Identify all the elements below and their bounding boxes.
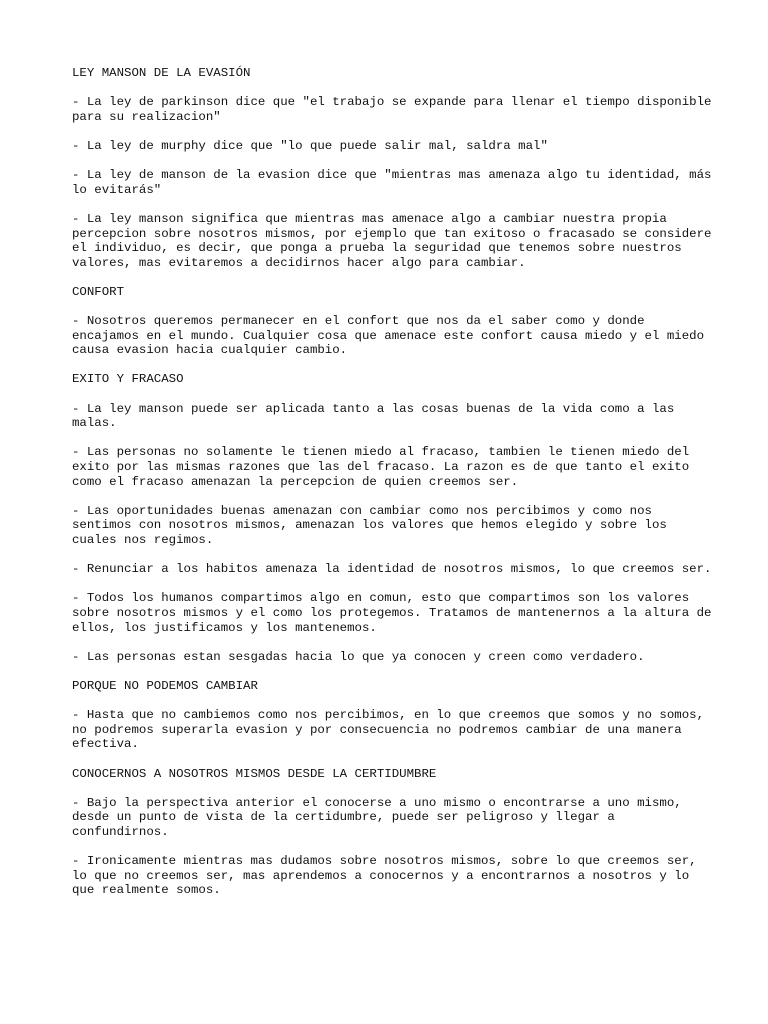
section-heading-cambiar: PORQUE NO PODEMOS CAMBIAR xyxy=(72,678,258,693)
paragraph-certidumbre-2: - Ironicamente mientras mas dudamos sobre nosotros mismos, sobre lo que creemos ser, lo que no creemos ser, mas aprendemos a conocernos y a encontrarnos a nosotros y lo que realmente somos. xyxy=(72,854,705,898)
paragraph-confort: - Nosotros queremos permanecer en el confort que nos da el saber como y donde encajamos en el mundo. Cualquier cosa que amenace este confort causa miedo y el miedo causa evasion hacia cualquier cambio. xyxy=(72,314,712,358)
paragraph-exito-2: - Las personas no solamente le tienen miedo al fracaso, tambien le tienen miedo del exito por las mismas razones que las del fracaso. La razon es de que tanto el exito como el fracaso amenazan la percepcion de quien creemos ser. xyxy=(72,445,697,489)
paragraph-murphy: - La ley de murphy dice que "lo que puede salir mal, saldra mal" xyxy=(72,138,548,153)
paragraph-exito-5: - Todos los humanos compartimos algo en comun, esto que compartimos son los valores sobre nosotros mismos y el como los protegemos. Tratamos de mantenernos a la altura de ellos, los justificamos y los mantenemos. xyxy=(72,591,719,635)
paragraph-exito-4: - Renunciar a los habitos amenaza la identidad de nosotros mismos, lo que creemos ser. xyxy=(72,562,712,577)
paragraph-exito-1: - La ley manson puede ser aplicada tanto a las cosas buenas de la vida como a las malas. xyxy=(72,401,682,431)
paragraph-exito-6: - Las personas estan sesgadas hacia lo que ya conocen y creen como verdadero. xyxy=(72,649,645,664)
document-page xyxy=(72,66,719,912)
paragraph-certidumbre-1: - Bajo la perspectiva anterior el conocerse a uno mismo o encontrarse a uno mismo, desde un punto de vista de la certidumbre, puede ser peligroso y llegar a confundirnos. xyxy=(72,795,690,839)
section-heading-confort: CONFORT xyxy=(72,284,125,299)
paragraph-parkinson: - La ley de parkinson dice que "el trabajo se expande para llenar el tiempo disponible para su realizacion" xyxy=(72,95,719,124)
paragraph-manson-meaning: - La ley manson significa que mientras mas amenace algo a cambiar nuestra propia percepcion sobre nosotros mismos, por ejemplo que tan exitoso o fracasado se considere el individuo, es decir, que ponga a prueba la seguridad que tenemos sobre nuestros valores, mas evitaremos a decidirnos hacer algo para cambiar. xyxy=(72,211,719,270)
section-heading-exito-fracaso: EXITO Y FRACASO xyxy=(72,372,184,387)
paragraph-exito-3: - Las oportunidades buenas amenazan con cambiar como nos percibimos y como nos sentimos con nosotros mismos, amenazan los valores que hemos elegido y sobre los cuales nos regimos. xyxy=(72,503,675,547)
section-heading-certidumbre: CONOCERNOS A NOSOTROS MISMOS DESDE LA CERTIDUMBRE xyxy=(72,766,437,781)
document-title: LEY MANSON DE LA EVASIÓN xyxy=(72,66,251,80)
paragraph-manson-law: - La ley de manson de la evasion dice que "mientras mas amenaza algo tu identidad, más lo evitarás" xyxy=(72,168,719,197)
paragraph-cambiar: - Hasta que no cambiemos como nos percibimos, en lo que creemos que somos y no somos, no podremos superarla evasion y por consecuencia no podremos cambiar de una manera efectiva. xyxy=(72,708,712,752)
